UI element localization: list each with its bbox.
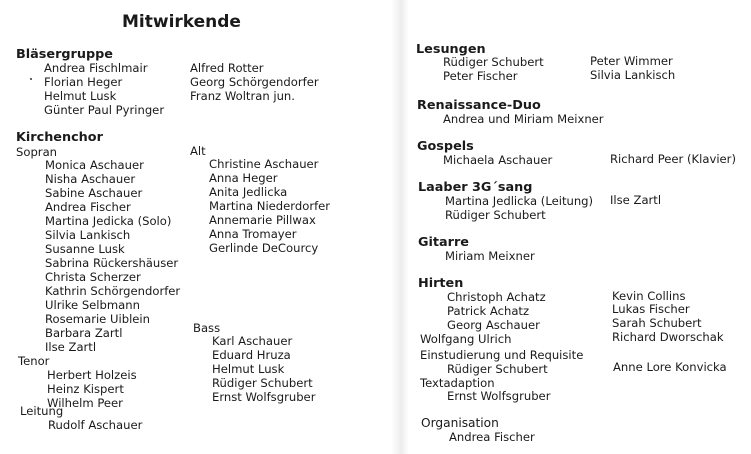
organisation-label: Organisation [421, 416, 499, 430]
heading-hirten: Hirten [418, 276, 464, 291]
voice-label-sopran: Sopran [16, 145, 58, 159]
stray-dot [30, 78, 32, 80]
blaeser-name: Helmut Lusk [44, 89, 117, 103]
sopran-name: Monica Aschauer [45, 158, 144, 172]
page-title: Mitwirkende [122, 12, 241, 32]
alt-name: Annemarie Pillwax [209, 213, 316, 227]
textadaption-name: Ernst Wolfsgruber [447, 389, 551, 403]
heading-laaber-3gsang: Laaber 3G´sang [418, 180, 533, 195]
alt-name: Anita Jedlicka [209, 185, 288, 199]
page-fold [391, 0, 409, 454]
gitarre-name: Miriam Meixner [445, 249, 535, 263]
hirten-name: Christoph Achatz [447, 290, 546, 304]
voice-label-alt: Alt [190, 144, 206, 158]
alt-name: Anna Heger [209, 171, 278, 185]
sopran-name: Christa Scherzer [45, 270, 141, 284]
voice-label-bass: Bass [193, 321, 221, 335]
sopran-name: Ilse Zartl [45, 340, 97, 354]
blaeser-name: Andrea Fischlmair [44, 61, 148, 75]
sopran-name: Nisha Aschauer [45, 172, 136, 186]
leitung-name: Rudolf Aschauer [48, 418, 143, 432]
einstudierung-name-right: Anne Lore Konvicka [613, 360, 727, 374]
gospels-name: Richard Peer (Klavier) [610, 152, 736, 166]
lesungen-name: Silvia Lankisch [590, 68, 676, 82]
hirten-name: Patrick Achatz [447, 304, 530, 318]
gospels-name: Michaela Aschauer [443, 153, 553, 167]
heading-gitarre: Gitarre [418, 235, 469, 250]
einstudierung-name: Rüdiger Schubert [447, 362, 548, 376]
alt-name: Gerlinde DeCourcy [209, 241, 319, 255]
sopran-name: Martina Jedicka (Solo) [45, 214, 172, 228]
alt-name: Martina Niederdorfer [209, 199, 331, 213]
tenor-name: Herbert Holzeis [47, 368, 137, 382]
textadaption-label: Textadaption [420, 376, 495, 390]
heading-blaesergruppe: Bläsergruppe [16, 47, 113, 62]
laaber-name: Ilse Zartl [610, 193, 662, 207]
tenor-name: Heinz Kispert [47, 382, 124, 396]
laaber-name: Martina Jedlicka (Leitung) [445, 194, 594, 208]
sopran-name: Ulrike Selbmann [45, 298, 140, 312]
laaber-name: Rüdiger Schubert [445, 208, 546, 222]
hirten-name: Wolfgang Ulrich [420, 332, 512, 346]
blaeser-name: Florian Heger [44, 75, 123, 89]
sopran-name: Andrea Fischer [45, 200, 131, 214]
bass-name: Rüdiger Schubert [212, 376, 313, 390]
sopran-name: Sabine Aschauer [45, 186, 143, 200]
blaeser-name: Georg Schörgendorfer [190, 75, 319, 89]
hirten-name: Georg Aschauer [447, 318, 540, 332]
sopran-name: Silvia Lankisch [45, 228, 131, 242]
sopran-name: Sabrina Rückershäuser [45, 256, 179, 270]
alt-name: Christine Aschauer [209, 157, 319, 171]
lesungen-name: Peter Wimmer [590, 54, 673, 68]
tenor-name: Wilhelm Peer [47, 396, 123, 410]
bass-name: Karl Aschauer [212, 334, 293, 348]
lesungen-name: Rüdiger Schubert [443, 55, 544, 69]
renaissance-names: Andrea und Miriam Meixner [443, 112, 604, 126]
heading-lesungen: Lesungen [416, 42, 486, 57]
hirten-name: Lukas Fischer [612, 302, 690, 316]
sopran-name: Kathrin Schörgendorfer [45, 284, 181, 298]
heading-gospels: Gospels [417, 139, 474, 154]
voice-label-leitung: Leitung [20, 404, 64, 418]
blaeser-name: Alfred Rotter [190, 61, 264, 75]
lesungen-name: Peter Fischer [443, 69, 518, 83]
alt-name: Anna Tromayer [209, 227, 297, 241]
bass-name: Ernst Wolfsgruber [212, 390, 316, 404]
bass-name: Helmut Lusk [212, 362, 285, 376]
heading-kirchenchor: Kirchenchor [16, 130, 103, 145]
hirten-name: Richard Dworschak [612, 330, 724, 344]
organisation-name: Andrea Fischer [449, 430, 535, 444]
heading-renaissance-duo: Renaissance-Duo [417, 98, 541, 113]
voice-label-tenor: Tenor [18, 354, 50, 368]
sopran-name: Rosemarie Uiblein [45, 312, 150, 326]
hirten-name: Sarah Schubert [612, 316, 702, 330]
sopran-name: Susanne Lusk [45, 242, 125, 256]
hirten-name: Kevin Collins [612, 289, 686, 303]
blaeser-name: Franz Woltran jun. [190, 89, 295, 103]
sopran-name: Barbara Zartl [45, 326, 123, 340]
einstudierung-label: Einstudierung und Requisite [420, 348, 584, 362]
blaeser-name: Günter Paul Pyringer [44, 103, 165, 117]
bass-name: Eduard Hruza [212, 348, 291, 362]
